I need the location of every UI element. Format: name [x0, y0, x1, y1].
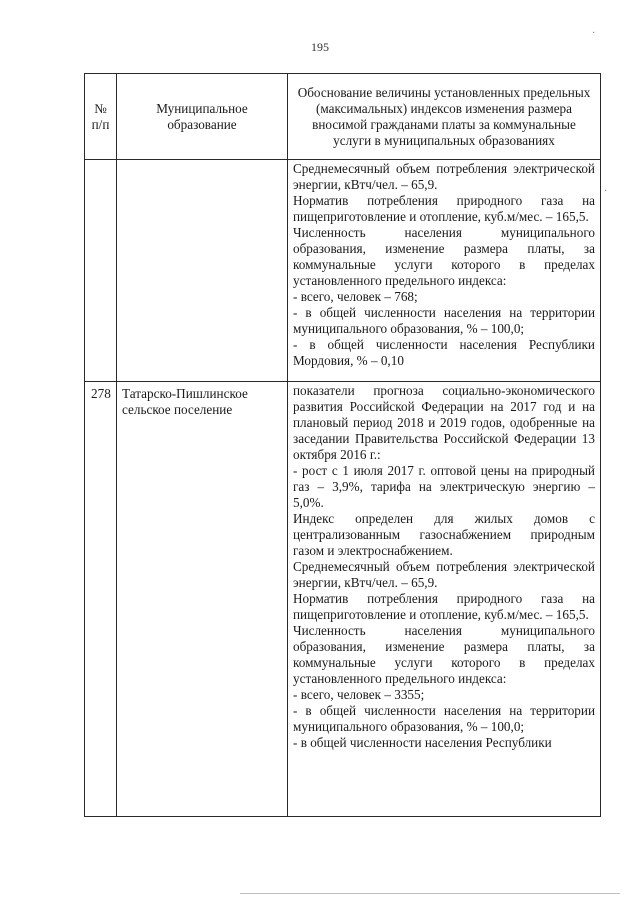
justification-paragraph: Численность населения муниципального образования, изменение размера платы, за коммунальные услуги которого в пределах установленного предельного индекса: — [293, 623, 595, 686]
justification-paragraph: - в общей численности населения Республики Мордовия, % – 0,10 — [293, 337, 595, 368]
header-justification: Обоснование величины установленных предельных (максимальных) индексов изменения размера вносимой гражданами платы за коммунальные услуги в муниципальных образованиях — [288, 74, 601, 160]
row-number — [85, 160, 117, 382]
justification-paragraph: Среднемесячный объем потребления электрической энергии, кВтч/чел. – 65,9. — [293, 161, 595, 192]
justification-paragraph: показатели прогноза социально-экономического развития Российской Федерации на 2017 год и на плановый период 2018 и 2019 годов, одобренные на заседании Правительства Российской Федерации 13 октября 2016 г.: — [293, 383, 595, 462]
justification-paragraph: Среднемесячный объем потребления электрической энергии, кВтч/чел. – 65,9. — [293, 559, 595, 590]
justification-paragraph: Норматив потребления природного газа на пищеприготовление и отопление, куб.м/мес. – 165,5. — [293, 193, 595, 224]
justification-paragraph: - в общей численности населения Республики — [293, 735, 552, 750]
scan-edge-line — [240, 893, 620, 894]
justification-paragraph: - всего, человек – 3355; — [293, 687, 425, 702]
scan-speck: · — [604, 186, 608, 197]
table-row — [85, 160, 601, 382]
row-municipality — [117, 160, 288, 382]
justification-paragraph: - всего, человек – 768; — [293, 289, 418, 304]
scan-speck: · — [592, 28, 596, 39]
municipal-index-table — [84, 73, 601, 817]
justification-paragraph: - рост с 1 июля 2017 г. оптовой цены на природный газ – 3,9%, тарифа на электрическую энергию – 5,0%. — [293, 463, 595, 510]
header-number: № п/п — [85, 74, 117, 160]
row-municipality: Татарско-Пишлинское сельское поселение — [117, 382, 288, 817]
table-row — [85, 382, 601, 817]
page-number: 195 — [311, 40, 329, 54]
justification-paragraph: - в общей численности населения на территории муниципального образования, % – 100,0; — [293, 703, 595, 734]
row-justification — [288, 160, 601, 382]
table-header-row — [85, 74, 601, 160]
header-municipality: Муниципальное образование — [117, 74, 288, 160]
row-justification — [288, 382, 601, 817]
justification-paragraph: - в общей численности населения на территории муниципального образования, % – 100,0; — [293, 305, 595, 336]
justification-paragraph: Индекс определен для жилых домов с централизованным газоснабжением природным газом и электроснабжением. — [293, 511, 595, 558]
row-number: 278 — [85, 382, 117, 817]
justification-paragraph: Численность населения муниципального образования, изменение размера платы, за коммунальные услуги которого в пределах установленного предельного индекса: — [293, 225, 595, 288]
justification-paragraph: Норматив потребления природного газа на пищеприготовление и отопление, куб.м/мес. – 165,5. — [293, 591, 595, 622]
